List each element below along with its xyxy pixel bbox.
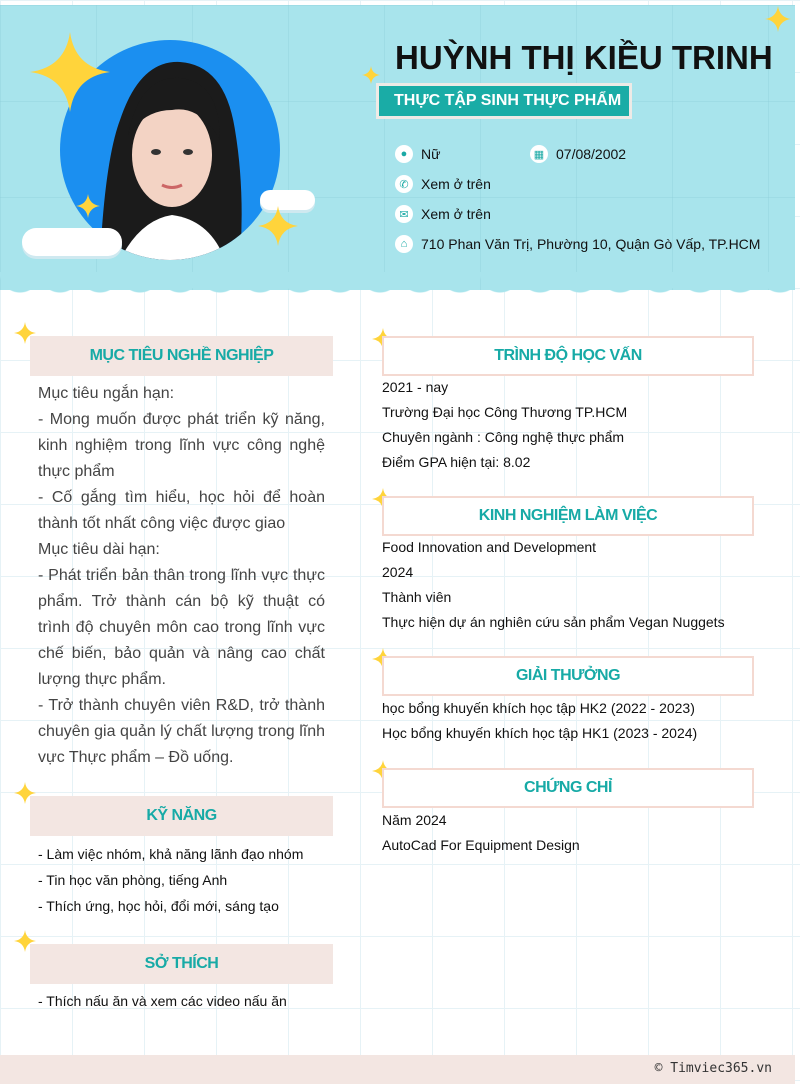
objective-heading: MỤC TIÊU NGHỀ NGHIỆP [30,336,333,376]
envelope-icon: ✉ [395,205,413,223]
skill-item: - Làm việc nhóm, khả năng lãnh đạo nhóm [38,846,304,862]
email-row [395,205,491,223]
sparkle-icon [362,66,380,84]
job-title-badge [376,83,632,119]
sparkle-icon [765,6,791,32]
email-value: Xem ở trên [421,206,491,222]
objective-text: Mục tiêu ngắn hạn: - Mong muốn được phát triển kỹ năng, kinh nghiệm trong lĩnh vực công nghệ thực phẩm - Cố gắng tìm hiểu, học hỏi để hoàn thành tốt nhất công việc được giao Mục tiêu dài hạn: - Phát triển bản thân trong lĩnh vực thực phẩm. Trở thành cán bộ kỹ thuật có trình độ chuyên môn cao trong lĩnh vực chế biến, bảo quản và nâng cao chất lượng thực phẩm. - Trở thành chuyên viên R&D, trở thành chuyên gia quản lý chất lượng trong lĩnh vực Thực phẩm – Đồ uống. [38,385,325,766]
address-value: 710 Phan Văn Trị, Phường 10, Quận Gò Vấp, TP.HCM [421,236,761,252]
awards-details: học bổng khuyến khích học tập HK2 (2022 - 2023) Học bổng khuyến khích học tập HK1 (2023 - 2024) [382,700,698,741]
skills-list [38,841,303,919]
gender-value: Nữ [421,146,441,162]
education-details: 2021 - nay Trường Đại học Công Thương TP.HCM Chuyên ngành : Công nghệ thực phẩm Điểm GPA hiện tại: 8.02 [382,379,628,470]
hobbies-heading: SỞ THÍCH [30,944,333,984]
scallop-border [0,272,795,296]
sparkle-icon [258,206,298,246]
phone-icon: ✆ [395,175,413,193]
skill-item: - Tin học văn phòng, tiếng Anh [38,872,228,888]
address-row [395,235,760,253]
sparkle-icon [76,194,100,218]
hobby-item: - Thích nấu ăn và xem các video nấu ăn [38,993,287,1009]
candidate-name: HUỲNH THỊ KIỀU TRINH [395,39,773,76]
calendar-icon: ▦ [530,145,548,163]
birthday-value: 07/08/2002 [556,146,627,162]
certificates-heading: CHỨNG CHỈ [382,768,754,808]
experience-heading: KINH NGHIỆM LÀM VIỆC [382,496,754,536]
gender-row [395,145,440,163]
skill-item: - Thích ứng, học hỏi, đổi mới, sáng tạo [38,898,279,914]
phone-row [395,175,491,193]
copyright: © Timviec365.vn [654,1061,772,1076]
awards-heading: GIẢI THƯỞNG [382,656,754,696]
certificates-details: Năm 2024 AutoCad For Equipment Design [382,812,580,853]
experience-details: Food Innovation and Development 2024 Thành viên Thực hiện dự án nghiên cứu sản phẩm Vegan Nuggets [382,539,725,630]
user-icon: ● [395,145,413,163]
birthday-row [530,145,626,163]
education-heading: TRÌNH ĐỘ HỌC VẤN [382,336,754,376]
phone-value: Xem ở trên [421,176,491,192]
home-icon: ⌂ [395,235,413,253]
sparkle-icon [30,32,110,112]
job-title: THỰC TẬP SINH THỰC PHẨM [379,86,629,116]
hobbies-list [38,988,287,1014]
cloud-decoration [22,228,122,256]
footer [0,1055,795,1084]
skills-heading: KỸ NĂNG [30,796,333,836]
